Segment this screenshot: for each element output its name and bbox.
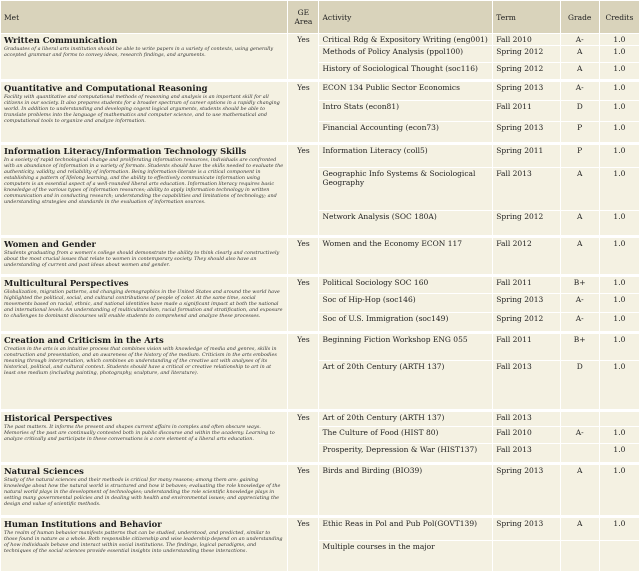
activity-cell: Art of 20th Century (ARTH 137) (319, 361, 492, 409)
term-cell: Fall 2010 (493, 34, 559, 45)
credits-cell: 1.0 (600, 444, 639, 462)
met-cell (1, 332, 287, 409)
term-cell: Fall 2013 (493, 410, 559, 426)
activity-cell: Soc of U.S. Immigration (soc149) (319, 313, 492, 331)
term-cell: Spring 2013 (493, 80, 559, 100)
activity-cell: ECON 134 Public Sector Economics (319, 80, 492, 100)
credits-cell: 1.0 (600, 427, 639, 443)
activity-cell: Women and the Economy ECON 117 (319, 236, 492, 274)
grade-cell: A (561, 63, 599, 79)
table-body (1, 34, 639, 571)
col-grade-header: Grade (561, 1, 599, 33)
ge-area-cell: Yes (288, 236, 318, 274)
grade-cell: P (561, 143, 599, 167)
grade-cell (561, 410, 599, 426)
credits-cell: 1.0 (600, 168, 639, 210)
activity-cell: History of Sociological Thought (soc116) (319, 63, 492, 79)
term-cell: Fall 2011 (493, 275, 559, 293)
grade-cell: A (561, 516, 599, 540)
col-met-header: Met (1, 1, 287, 33)
grade-cell: A- (561, 427, 599, 443)
term-cell: Spring 2013 (493, 463, 559, 515)
table-row (1, 80, 639, 100)
grade-cell: B+ (561, 275, 599, 293)
activity-cell: Ethic Reas in Pol and Pub Pol(GOVT139) (319, 516, 492, 540)
credits-cell: 1.0 (600, 294, 639, 312)
term-cell: Fall 2011 (493, 101, 559, 121)
activity-cell: Methods of Policy Analysis (ppol100) (319, 46, 492, 62)
met-cell (1, 516, 287, 571)
grade-cell: A (561, 211, 599, 235)
credits-cell (600, 410, 639, 426)
credits-cell: 1.0 (600, 463, 639, 515)
activity-cell: Soc of Hip-Hop (soc146) (319, 294, 492, 312)
term-cell: Spring 2012 (493, 313, 559, 331)
met-description: In a society of rapid technological change and proliferating information resources, individuals are confronted with an abundance of information in a variety of formats. Students should have the skills needed to evaluate the authenticity, validity, and reliability of information. Being information-literate is a critical component in establishing a pattern of lifelong learning, and the ability to effectively communicate information using computers is an essential aspect of a well-rounded liberal arts education. Information literacy requires basic knowledge of the various types of information resources; ability to apply information technology in written communication and in conducting research; understanding the capabilities and limitations of technology; and understanding strategies and standards in the evaluation of information sources. (4, 157, 284, 205)
grade-cell: A (561, 463, 599, 515)
met-title: Historical Perspectives (4, 413, 113, 423)
term-cell: Fall 2013 (493, 168, 559, 210)
ge-area-cell: Yes (288, 332, 318, 409)
grade-cell: B+ (561, 332, 599, 360)
credits-cell: 1.0 (600, 34, 639, 45)
credits-cell: 1.0 (600, 63, 639, 79)
credits-cell (600, 541, 639, 571)
ge-area-cell: Yes (288, 516, 318, 571)
activity-cell: The Culture of Food (HIST 80) (319, 427, 492, 443)
table-row (1, 516, 639, 540)
table-row (1, 236, 639, 274)
activity-cell: Prosperity, Depression & War (HIST137) (319, 444, 492, 462)
ge-area-cell: Yes (288, 410, 318, 462)
col-term-header: Term (493, 1, 559, 33)
credits-cell: 1.0 (600, 236, 639, 274)
met-cell (1, 275, 287, 331)
met-title: Natural Sciences (4, 466, 84, 476)
grade-cell: A- (561, 313, 599, 331)
term-cell: Fall 2011 (493, 332, 559, 360)
met-description: Globalization, migration patterns, and changing demographics in the United States and around the world have highlighted the political, social, and cultural contributions of people of color. At the same time, social movements based on racial, ethnic, and national identities have made a significant impact at both the national and international levels. An understanding of multiculturalism, racial formation and stratification, and exposure to challenges to dominant discourses will enable students to comprehend and analyze these processes. (4, 289, 283, 319)
header-row (1, 1, 639, 33)
activity-cell: Birds and Birding (BIO39) (319, 463, 492, 515)
term-cell: Spring 2011 (493, 143, 559, 167)
grade-cell: P (561, 122, 599, 142)
term-cell: Spring 2013 (493, 516, 559, 540)
grade-cell (561, 541, 599, 571)
met-description: The realm of human behavior manifests patterns that can be studied, understood, and predicted, similar to those found in nature as a whole. Both responsible citizenship and wise leadership depend on an understanding of how individuals behave and interact within social institutions. The findings, logical paradigms, and techniques of the social sciences provide essential insights into understanding these interactions. (4, 530, 283, 554)
credits-cell: 1.0 (600, 143, 639, 167)
met-title: Human Institutions and Behavior (4, 519, 162, 529)
met-title: Quantitative and Computational Reasoning (4, 83, 208, 93)
term-cell: Spring 2013 (493, 122, 559, 142)
grade-cell: A (561, 236, 599, 274)
credits-cell: 1.0 (600, 46, 639, 62)
met-title: Information Literacy/Information Technology Skills (4, 146, 247, 156)
ge-area-cell: Yes (288, 80, 318, 142)
credits-cell: 1.0 (600, 211, 639, 235)
met-cell (1, 143, 287, 235)
met-description: Creation in the arts is an intuitive process that combines vision with knowledge of media and genres, skills in construction and presentation, and an awareness of the history of the medium. Criticism in the arts embodies meaning through interpretation, which combines an understanding of the creative act with analyses of its historical, political, and cultural context. Students should have a critical or creative relationship to art in at least one medium (including painting, photography, sculpture, and literature). (4, 346, 277, 376)
met-description: Facility with quantitative and computational methods of reasoning and analysis is an important skill for all citizens in our society. It also prepares students for a broader spectrum of career options in a rapidly changing world. In addition to understanding and developing cogent logical arguments, students should be able to translate problems into the language of mathematics and computer science, and to use mathematical and computational tools to organize and analyze information. (4, 94, 280, 124)
term-cell: Fall 2013 (493, 444, 559, 462)
ge-area-cell: Yes (288, 143, 318, 235)
credits-cell: 1.0 (600, 332, 639, 360)
col-activity-header: Activity (319, 1, 492, 33)
grade-cell: A- (561, 294, 599, 312)
activity-cell: Beginning Fiction Workshop ENG 055 (319, 332, 492, 360)
credits-cell: 1.0 (600, 313, 639, 331)
grade-cell: A- (561, 34, 599, 45)
ge-area-cell: Yes (288, 34, 318, 79)
grade-cell (561, 444, 599, 462)
term-cell: Spring 2012 (493, 46, 559, 62)
credits-cell: 1.0 (600, 275, 639, 293)
ge-area-cell: Yes (288, 463, 318, 515)
credits-cell: 1.0 (600, 516, 639, 540)
activity-cell: Multiple courses in the major (319, 541, 492, 571)
term-cell: Spring 2013 (493, 294, 559, 312)
table-row (1, 143, 639, 167)
credits-cell: 1.0 (600, 80, 639, 100)
activity-cell: Network Analysis (SOC 180A) (319, 211, 492, 235)
grade-cell: D (561, 361, 599, 409)
activity-cell: Art of 20th Century (ARTH 137) (319, 410, 492, 426)
grade-cell: D (561, 101, 599, 121)
table-row (1, 463, 639, 515)
met-description: Study of the natural sciences and their methods is critical for many reasons; among them are: gaining knowledge about how the natural world is structured and how it behaves; evaluating the role knowledge of the natural world plays in the development of technologies; understanding the role scientific knowledge plays in setting many governmental policies and in dealing with health and environmental issues; and appreciating the design and value of scientific methods. (4, 477, 281, 507)
term-cell: Spring 2012 (493, 63, 559, 79)
grade-cell: A (561, 168, 599, 210)
activity-cell: Information Literacy (coll5) (319, 143, 492, 167)
met-cell (1, 34, 287, 79)
grade-cell: A (561, 46, 599, 62)
col-ge-area-header: GE Area (288, 1, 318, 33)
col-credits-header: Credits (600, 1, 639, 33)
term-cell: Fall 2013 (493, 361, 559, 409)
term-cell: Spring 2012 (493, 211, 559, 235)
met-cell (1, 80, 287, 142)
table-row (1, 332, 639, 360)
met-description: The past matters. It informs the present and shapes current affairs in complex and often obscure ways. Memories of the past are continually contested both in public discourse and within the academy. Learning to analyze critically and participate in these conversations is a core element of a liberal arts education. (4, 424, 275, 442)
activity-cell: Intro Stats (econ81) (319, 101, 492, 121)
credits-cell: 1.0 (600, 101, 639, 121)
table-row (1, 275, 639, 293)
met-cell (1, 236, 287, 274)
activity-cell: Political Sociology SOC 160 (319, 275, 492, 293)
activity-cell: Financial Accounting (econ73) (319, 122, 492, 142)
credits-cell: 1.0 (600, 122, 639, 142)
credits-cell: 1.0 (600, 361, 639, 409)
activity-cell: Critical Rdg & Expository Writing (eng001) (319, 34, 492, 45)
grade-cell: A- (561, 80, 599, 100)
met-title: Written Communication (4, 35, 118, 45)
activity-cell: Geographic Info Systems & Sociological Geography (319, 168, 492, 210)
ge-area-cell: Yes (288, 275, 318, 331)
met-cell (1, 463, 287, 515)
met-title: Multicultural Perspectives (4, 278, 129, 288)
table-row (1, 34, 639, 45)
table-row (1, 410, 639, 426)
met-cell (1, 410, 287, 462)
met-title: Women and Gender (4, 239, 96, 249)
term-cell: Fall 2012 (493, 236, 559, 274)
met-description: Graduates of a liberal arts institution should be able to write papers in a variety of contexts, using generally accepted grammar and forms to convey ideas, research findings, and arguments. (4, 46, 274, 58)
term-cell (493, 541, 559, 571)
met-description: Students graduating from a women's college should demonstrate the ability to think clearly and constructively about the most crucial issues that relate to women in contemporary society. They should also have an understanding of current and past ideas about women and gender. (4, 250, 280, 268)
met-title: Creation and Criticism in the Arts (4, 335, 164, 345)
term-cell: Fall 2010 (493, 427, 559, 443)
